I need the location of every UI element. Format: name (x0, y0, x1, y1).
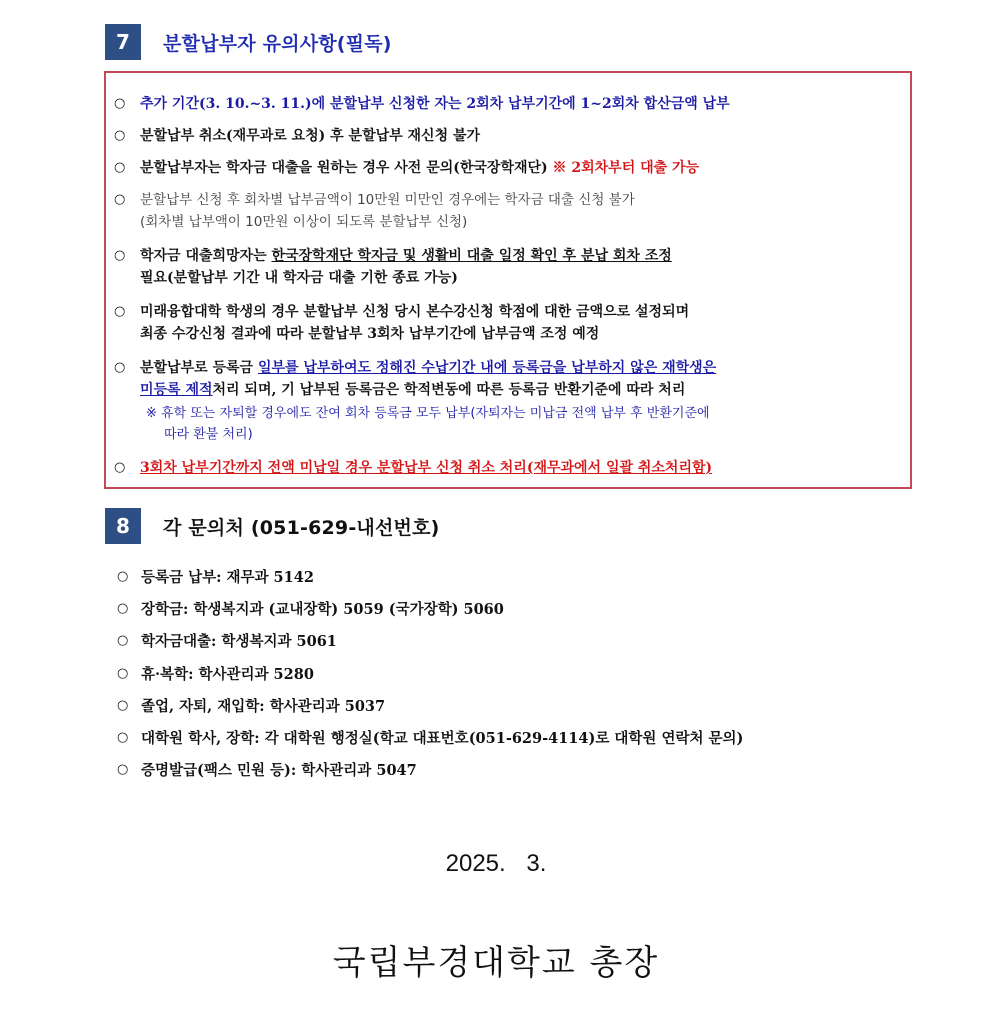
bullet-icon: ○ (114, 192, 126, 207)
section-7-header (105, 24, 392, 60)
contact-list (117, 560, 743, 786)
notice-item-5: ○ 학자금 대출희망자는 한국장학재단 학자금 및 생활비 대출 일정 확인 후 분납 회차 조정 필요(분할납부 기간 내 학자금 대출 기한 종료 가능) (114, 245, 672, 289)
section-7-title: 분할납부자 유의사항(필독) (163, 32, 392, 55)
notice-item-8: ○ 3회차 납부기간까지 전액 미납일 경우 분할납부 신청 취소 처리(재무과에서 일괄 취소처리함) (114, 457, 712, 479)
notice-item-2: ○ 분할납부 취소(재무과로 요청) 후 분할납부 재신청 불가 (114, 125, 480, 147)
bullet-icon: ○ (114, 360, 126, 375)
notice-item-7: ○ 분할납부로 등록금 일부를 납부하여도 정해진 수납기간 내에 등록금을 납부하지 않은 재학생은 미등록 제적처리 되며, 기 납부된 등록금은 학적변동에 따른 등록금 반환기준에 따라 처리 (114, 357, 716, 401)
bullet-icon: ○ (114, 96, 126, 111)
section-8-header (105, 508, 440, 544)
bullet-icon: ○ (117, 697, 129, 713)
bullet-icon: ○ (117, 730, 129, 746)
bullet-icon: ○ (117, 600, 129, 616)
section-8-number: 8 (105, 508, 141, 544)
bullet-icon: ○ (114, 248, 126, 263)
notice-item-6: ○ 미래융합대학 학생의 경우 분할납부 신청 당시 본수강신청 학점에 대한 금액으로 설정되며 최종 수강신청 결과에 따라 분할납부 3회차 납부기간에 납부금액 조정 예정 (114, 301, 689, 345)
section-8-title: 각 문의처 (051-629-내선번호) (163, 516, 440, 539)
contact-item: ○ 대학원 학사, 장학: 각 대학원 행정실(학교 대표번호(051-629-4114)로 대학원 연락처 문의) (117, 730, 744, 748)
document-date: 2025. 3. (445, 850, 547, 877)
contact-item: ○ 장학금: 학생복지과 (교내장학) 5059 (국가장학) 5060 (117, 600, 504, 618)
loan-availability-note: ※ 2회차부터 대출 가능 (552, 160, 700, 176)
notice-item-1: ○ 추가 기간(3. 10.~3. 11.)에 분할납부 신청한 자는 2회차 납부기간에 1~2회차 합산금액 납부 (114, 93, 730, 115)
bullet-icon: ○ (117, 633, 129, 649)
notice-item-4: ○ 분할납부 신청 후 회차별 납부금액이 10만원 미만인 경우에는 학자금 대출 신청 불가 (회차별 납부액이 10만원 이상이 되도록 분할납부 신청) (114, 189, 635, 233)
contact-item: ○ 휴·복학: 학사관리과 5280 (117, 665, 314, 683)
bullet-icon: ○ (114, 128, 126, 143)
notice-item-3: ○ 분할납부자는 학자금 대출을 원하는 경우 사전 문의(한국장학재단) ※ 2회차부터 대출 가능 (114, 157, 699, 179)
notice-item-7-note: ※ 휴학 또는 자퇴할 경우에도 잔여 회차 등록금 모두 납부(자퇴자는 미납금 전액 납부 후 반환기준에 따라 환불 처리) (146, 406, 710, 442)
bullet-icon: ○ (117, 665, 129, 681)
contact-item: ○ 학자금대출: 학생복지과 5061 (117, 633, 337, 651)
bullet-icon: ○ (114, 460, 126, 475)
notice-box (104, 71, 912, 489)
contact-item: ○ 증명발급(팩스 민원 등): 학사관리과 5047 (117, 762, 417, 780)
bullet-icon: ○ (117, 762, 129, 778)
signature-line: 국립부경대학교 총장 (332, 943, 660, 983)
bullet-icon: ○ (117, 568, 129, 584)
bullet-icon: ○ (114, 160, 126, 175)
contact-item: ○ 졸업, 자퇴, 재입학: 학사관리과 5037 (117, 697, 386, 715)
contact-item: ○ 등록금 납부: 재무과 5142 (117, 568, 314, 586)
section-7-number: 7 (105, 24, 141, 60)
bullet-icon: ○ (114, 304, 126, 319)
